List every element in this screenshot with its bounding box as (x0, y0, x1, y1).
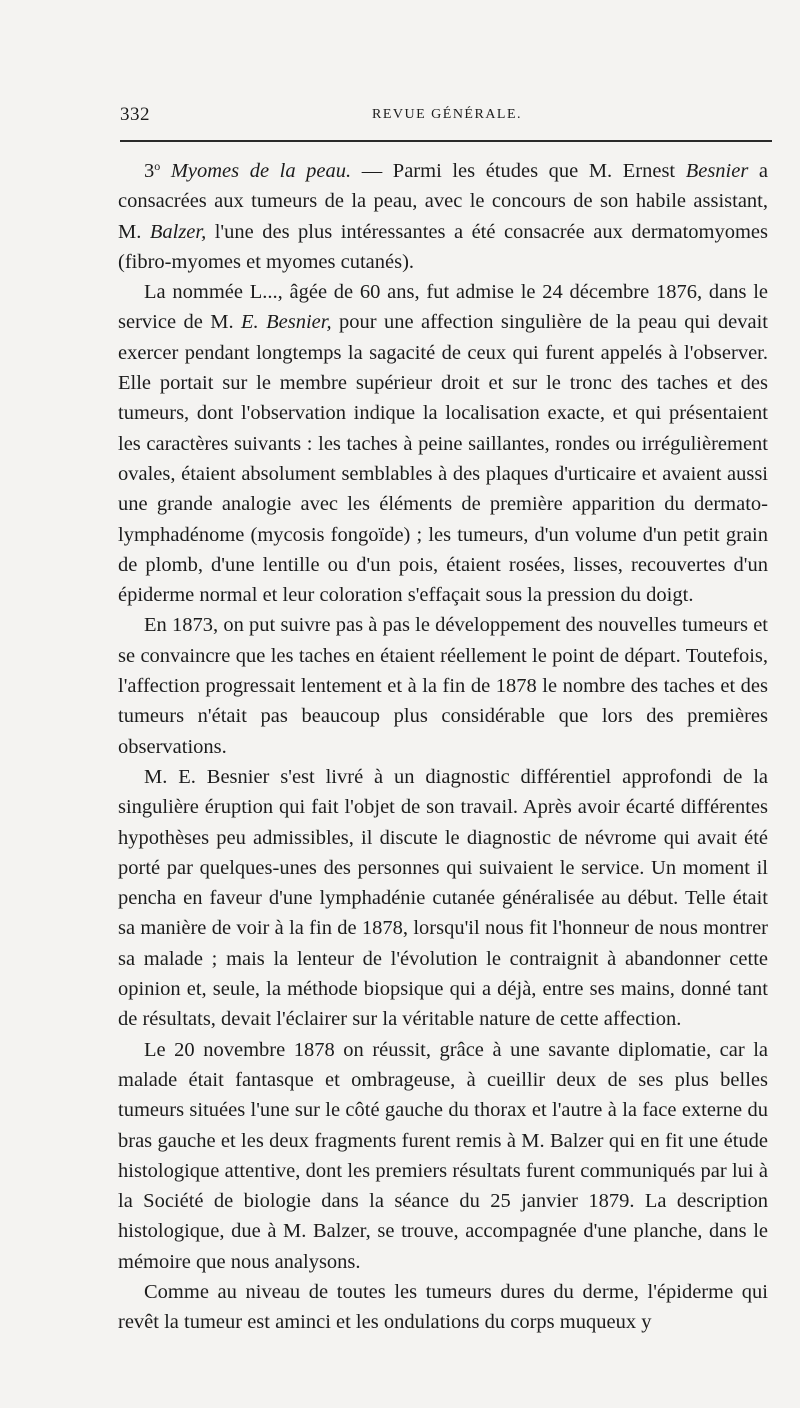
author-name-besnier: Besnier (685, 160, 749, 182)
paragraph-6: Comme au niveau de toutes les tumeurs dures du derme, l'épiderme qui revêt la tumeur est aminci et les ondulations du corps muqueux y (118, 1280, 768, 1334)
section-dash: — (351, 160, 393, 182)
paragraph-1-text-a: Parmi les études que M. Ernest (392, 160, 686, 182)
paragraph-1-text-c: l'une des plus intéressantes a été consacrée aux dermatomyomes (fibro-myomes et myomes cutanés). (118, 220, 768, 273)
paragraph-2-text-b: pour une affection singulière de la peau qui devait exercer pendant longtemps la sagacité de ceux qui furent appelés à l'observer. Elle portait sur le membre supérieur droit et sur le tronc des taches et des tumeurs, dont l'observation indique la localisation exacte, et qui présentaient les caractères suivants : les taches à peine saillantes, rondes ou irrégulièrement ovales, étaient absolument semblables à des plaques d'urticaire et avaient aussi une grande analogie avec les éléments de première apparition du dermato-lymphadénome (mycosis fongoïde) ; les tumeurs, d'un volume d'un petit grain de plomb, d'une lentille ou d'un pois, étaient rosées, lisses, recouvertes d'un épiderme normal et leur coloration s'effaçait sous la pression du doigt. (118, 311, 768, 607)
author-name-e-besnier: E. Besnier, (241, 311, 332, 334)
section-title: Myomes de la peau. (170, 160, 352, 182)
paragraph-2-text-a: La nommée L..., âgée de 60 ans, fut admise le 24 décembre 1876, dans le service de M. (118, 281, 768, 334)
author-name-balzer: Balzer, (149, 220, 207, 243)
header-rule (120, 140, 772, 142)
paragraph-2 (118, 277, 768, 610)
section-number-ordinal: o (154, 159, 161, 173)
page-header (120, 104, 772, 134)
paragraph-4: M. E. Besnier s'est livré à un diagnostic différentiel approfondi de la singulière éruption qui fait l'objet de son travail. Après avoir écarté différentes hypothèses peu admissibles, il discute le diagnostic de névrome qui avait été porté par quelques-unes des personnes qui suivaient le service. Un moment il pencha en faveur d'une lymphadénie cutanée généralisée au début. Telle était sa manière de voir à la fin de 1878, lorsqu'il nous fit l'honneur de nous montrer sa malade ; mais la lenteur de l'évolution le contraignit à abandonner cette opinion et, seule, la méthode biopsique qui a déjà, entre ses mains, donné tant de résultats, devait l'éclairer sur la véritable nature de cette affection. (118, 765, 768, 1031)
paragraph-5: Le 20 novembre 1878 on réussit, grâce à une savante diplomatie, car la malade était fantasque et ombrageuse, à cueillir deux de ses plus belles tumeurs situées l'une sur le côté gauche du thorax et l'autre à la face externe du bras gauche et les deux fragments furent remis à M. Balzer qui en fit une étude histologique attentive, dont les premiers résultats furent communiqués par lui à la Société de biologie dans la séance du 25 janvier 1879. La description histologique, due à M. Balzer, se trouve, accompagnée d'une planche, dans le mémoire que nous analysons. (118, 1038, 768, 1273)
page-number: 332 (120, 104, 150, 125)
paragraph-1 (118, 156, 768, 277)
body-text (118, 156, 768, 1338)
running-head: REVUE GÉNÉRALE. (372, 107, 523, 122)
paragraph-1-text-b: a consacrées aux tumeurs de la peau, avec le concours de son habile assistant, M. (118, 160, 769, 243)
paragraph-3: En 1873, on put suivre pas à pas le développement des nouvelles tumeurs et se convaincre que les taches en étaient réellement le point de départ. Toutefois, l'affection progressait lentement et à la fin de 1878 le nombre des taches et des tumeurs n'était pas beaucoup plus considérable que lors des premières observations. (118, 614, 768, 758)
section-number: 3 (144, 160, 155, 182)
